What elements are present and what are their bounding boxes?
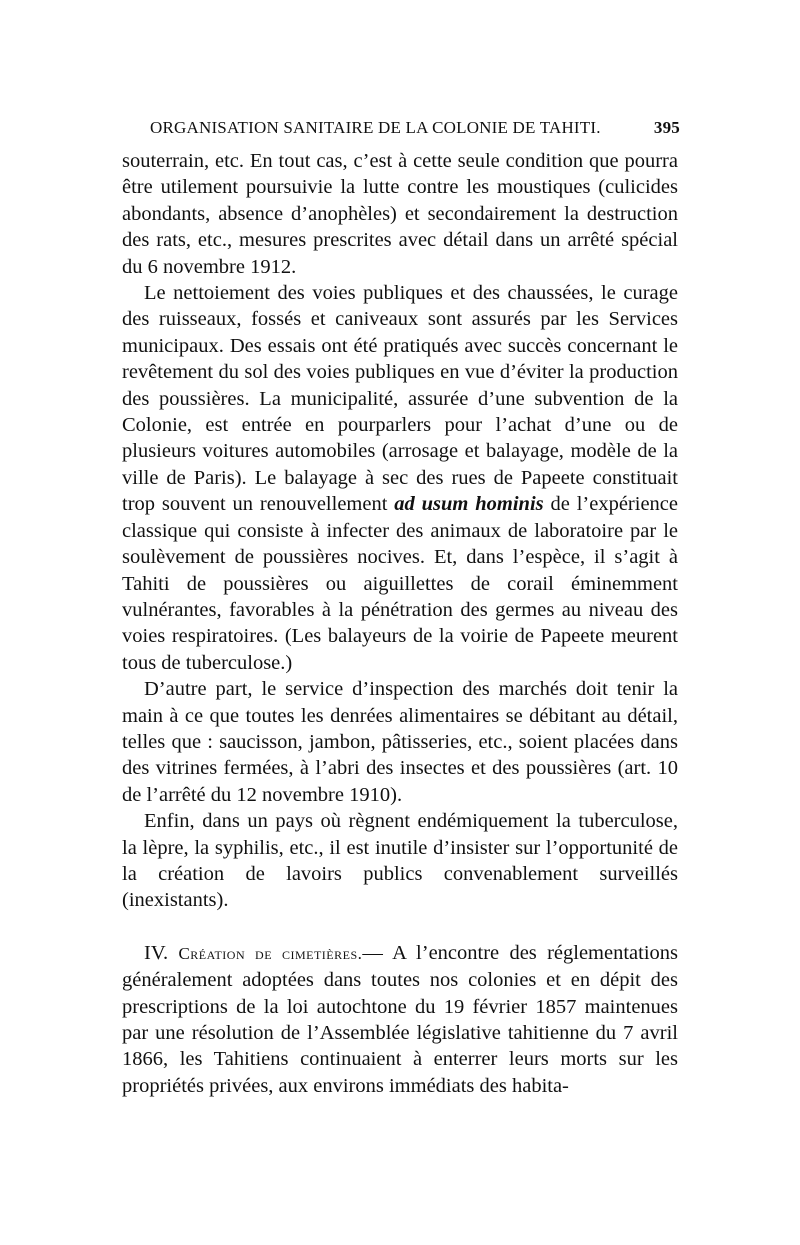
paragraph-market-inspection [122, 676, 678, 808]
paragraph-continuation [122, 148, 678, 280]
section-heading: Création de cimetières. [178, 943, 363, 963]
paragraph-text: souterrain, etc. En tout cas, c’est à cette seule condition que pourra être utilement poursuivie la lutte contre les moustiques (culicides abondants, absence d’anophèles) et secondairement la destruction des rats, etc., mesures prescrites avec détail dans un arrêté spécial du 6 novembre 1912. [122, 150, 678, 278]
section-number: IV. [144, 941, 169, 964]
paragraph-text: D’autre part, le service d’inspection des marchés doit tenir la main à ce que toutes les denrées alimentaires se débitant au détail, telles que : saucisson, jambon, pâtisseries, etc., soient placées dans des vitrines fermées, à l’abri des insectes et des poussières (art. 10 de l’arrêté du 12 novembre 1910). [122, 678, 678, 806]
paragraph-street-cleaning [122, 280, 678, 676]
paragraph-text: de l’expérience classique qui consiste à infecter des animaux de laboratoire par le soulèvement de poussières nocives. Et, dans l’espèce, il s’agit à Tahiti de poussières ou aiguillettes de corail éminemment vulnérantes, favorables à la pénétration des germes au niveau des voies respiratoires. (Les balayeurs de la voirie de Papeete meurent tous de tuberculose.) [122, 493, 679, 674]
section-cemeteries [122, 940, 678, 1099]
running-head-title: ORGANISATION SANITAIRE DE LA COLONIE DE TAHITI. [150, 118, 601, 137]
body-text [122, 148, 678, 1099]
paragraph-text: — A l’encontre des réglementations généralement adoptées dans toutes nos colonies et en dépit des prescriptions de la loi autochtone du 19 février 1857 maintenues par une résolution de l’Assemblée législative tahitienne du 7 avril 1866, les Tahitiens continuaient à enterrer leurs morts sur les propriétés privées, aux environs immédiats des habita- [122, 941, 679, 1097]
paragraph-text: Le nettoiement des voies publiques et des chaussées, le curage des ruisseaux, fossés et caniveaux sont assurés par les Services municipaux. Des essais ont été pratiqués avec succès concernant le revêtement du sol des voies publiques en vue d’éviter la production des poussières. La municipalité, assurée d’une subvention de la Colonie, est entrée en pourparlers pour l’achat d’une ou de plusieurs voitures automobiles (arrosage et balayage, modèle de la ville de Paris). Le balayage à sec des rues de Papeete constituait trop souvent un renouvellement [122, 282, 678, 516]
paragraph-washhouses [122, 808, 678, 914]
page-number: 395 [653, 118, 680, 137]
paragraph-text: Enfin, dans un pays où règnent endémiquement la tuberculose, la lèpre, la syphilis, etc., il est inutile d’insister sur l’opportunité de la création de lavoirs publics convenablement surveillés (inexistants). [122, 810, 678, 912]
latin-phrase: ad usum hominis [394, 493, 544, 516]
